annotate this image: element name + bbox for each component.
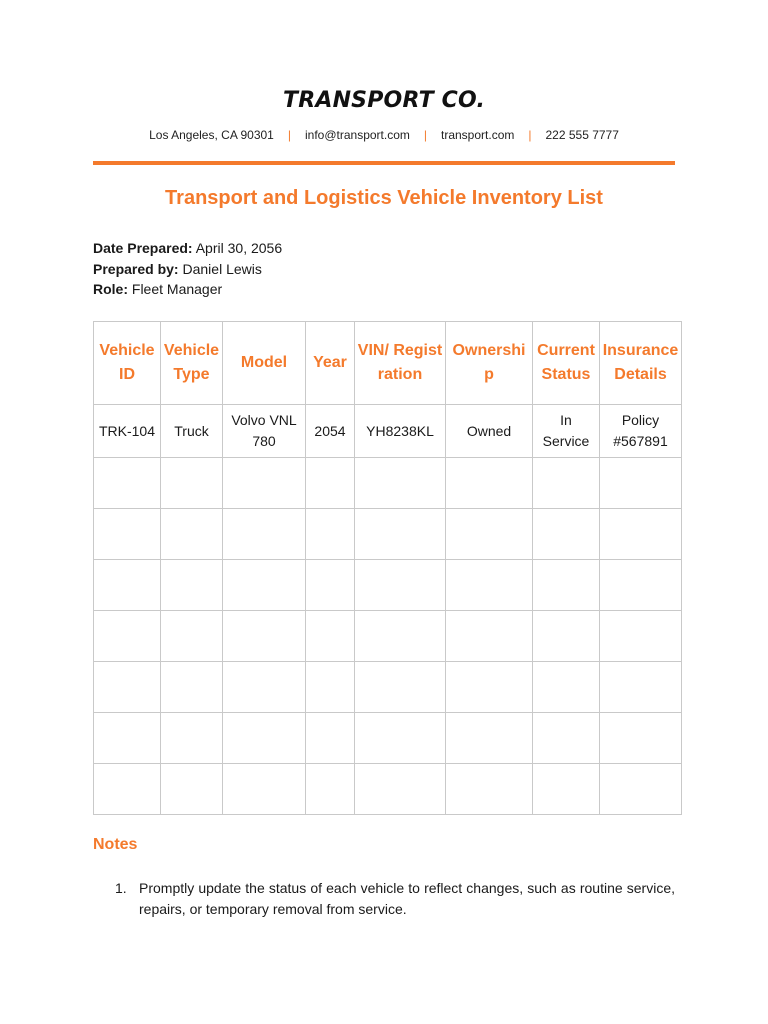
table-cell: TRK-104	[94, 405, 161, 458]
empty-cell	[355, 458, 446, 509]
empty-table-row	[94, 560, 682, 611]
role-label: Role:	[93, 281, 128, 297]
table-row	[94, 405, 682, 458]
empty-cell	[306, 764, 355, 815]
empty-table-row	[94, 509, 682, 560]
prepared-by-row	[93, 259, 282, 280]
table-cell: YH8238KL	[355, 405, 446, 458]
empty-cell	[306, 713, 355, 764]
column-header-year: Year	[306, 322, 355, 405]
empty-cell	[94, 509, 161, 560]
table-cell: 2054	[306, 405, 355, 458]
date-prepared-value: April 30, 2056	[195, 240, 283, 256]
empty-cell	[600, 458, 682, 509]
list-item	[115, 878, 675, 920]
table-cell: Truck	[161, 405, 223, 458]
empty-cell	[446, 713, 533, 764]
empty-cell	[600, 662, 682, 713]
company-logo-text: TRANSPORT CO.	[283, 88, 485, 113]
table-cell: Volvo VNL 780	[223, 405, 306, 458]
empty-cell	[355, 560, 446, 611]
empty-cell	[161, 713, 223, 764]
empty-cell	[355, 764, 446, 815]
document-meta	[93, 238, 282, 300]
empty-cell	[161, 764, 223, 815]
empty-cell	[94, 611, 161, 662]
empty-cell	[306, 611, 355, 662]
empty-cell	[355, 713, 446, 764]
empty-cell	[223, 509, 306, 560]
empty-cell	[600, 611, 682, 662]
empty-cell	[446, 560, 533, 611]
table-cell: Policy #567891	[600, 405, 682, 458]
contact-line	[0, 128, 768, 142]
notes-heading: Notes	[93, 836, 138, 853]
empty-cell	[600, 764, 682, 815]
empty-cell	[223, 458, 306, 509]
vehicle-inventory-table	[93, 321, 682, 815]
empty-cell	[306, 509, 355, 560]
empty-cell	[161, 611, 223, 662]
email-text: info@transport.com	[304, 128, 410, 142]
column-header-insurance: Insurance Details	[600, 322, 682, 405]
empty-cell	[161, 662, 223, 713]
role-row	[93, 279, 282, 300]
phone-text: 222 555 7777	[545, 128, 619, 142]
empty-cell	[533, 560, 600, 611]
empty-table-row	[94, 662, 682, 713]
notes-list	[115, 878, 675, 920]
separator: |	[528, 128, 532, 142]
column-header-vin: VIN/ Registration	[355, 322, 446, 405]
empty-cell	[94, 560, 161, 611]
empty-cell	[355, 662, 446, 713]
empty-table-row	[94, 458, 682, 509]
empty-cell	[94, 713, 161, 764]
empty-cell	[446, 458, 533, 509]
empty-cell	[223, 764, 306, 815]
column-header-vehicle-type: Vehicle Type	[161, 322, 223, 405]
empty-cell	[94, 764, 161, 815]
empty-table-row	[94, 764, 682, 815]
column-header-ownership: Ownership	[446, 322, 533, 405]
empty-cell	[355, 509, 446, 560]
empty-cell	[533, 611, 600, 662]
empty-cell	[600, 509, 682, 560]
empty-cell	[306, 458, 355, 509]
table-header-row	[94, 322, 682, 405]
empty-cell	[355, 611, 446, 662]
empty-cell	[223, 611, 306, 662]
column-header-model: Model	[223, 322, 306, 405]
empty-cell	[306, 560, 355, 611]
empty-cell	[94, 662, 161, 713]
empty-cell	[223, 713, 306, 764]
empty-cell	[446, 611, 533, 662]
address-text: Los Angeles, CA 90301	[149, 128, 274, 142]
website-text: transport.com	[441, 128, 515, 142]
empty-cell	[533, 662, 600, 713]
empty-cell	[161, 560, 223, 611]
empty-cell	[446, 764, 533, 815]
date-prepared-row	[93, 238, 282, 259]
table-cell: Owned	[446, 405, 533, 458]
empty-cell	[446, 509, 533, 560]
separator: |	[287, 128, 291, 142]
empty-cell	[533, 764, 600, 815]
document-title: Transport and Logistics Vehicle Inventory List	[165, 187, 603, 209]
empty-cell	[446, 662, 533, 713]
empty-cell	[533, 509, 600, 560]
column-header-vehicle-id: Vehicle ID	[94, 322, 161, 405]
prepared-by-value: Daniel Lewis	[182, 260, 262, 277]
prepared-by-label: Prepared by:	[93, 260, 179, 277]
empty-cell	[600, 713, 682, 764]
empty-cell	[161, 509, 223, 560]
role-value: Fleet Manager	[131, 281, 223, 297]
empty-cell	[306, 662, 355, 713]
empty-table-row	[94, 611, 682, 662]
separator: |	[423, 128, 427, 142]
column-header-status: Current Status	[533, 322, 600, 405]
empty-cell	[94, 458, 161, 509]
empty-cell	[161, 458, 223, 509]
header-divider	[93, 161, 675, 165]
date-prepared-label: Date Prepared:	[93, 240, 193, 256]
list-item-text: Promptly update the status of each vehicle to reflect changes, such as routine service, repairs, or temporary removal from service.	[139, 880, 675, 917]
empty-cell	[223, 662, 306, 713]
empty-table-row	[94, 713, 682, 764]
empty-cell	[600, 560, 682, 611]
table-cell: In Service	[533, 405, 600, 458]
empty-cell	[533, 713, 600, 764]
list-item-number: 1.	[115, 880, 127, 896]
empty-cell	[533, 458, 600, 509]
empty-cell	[223, 560, 306, 611]
